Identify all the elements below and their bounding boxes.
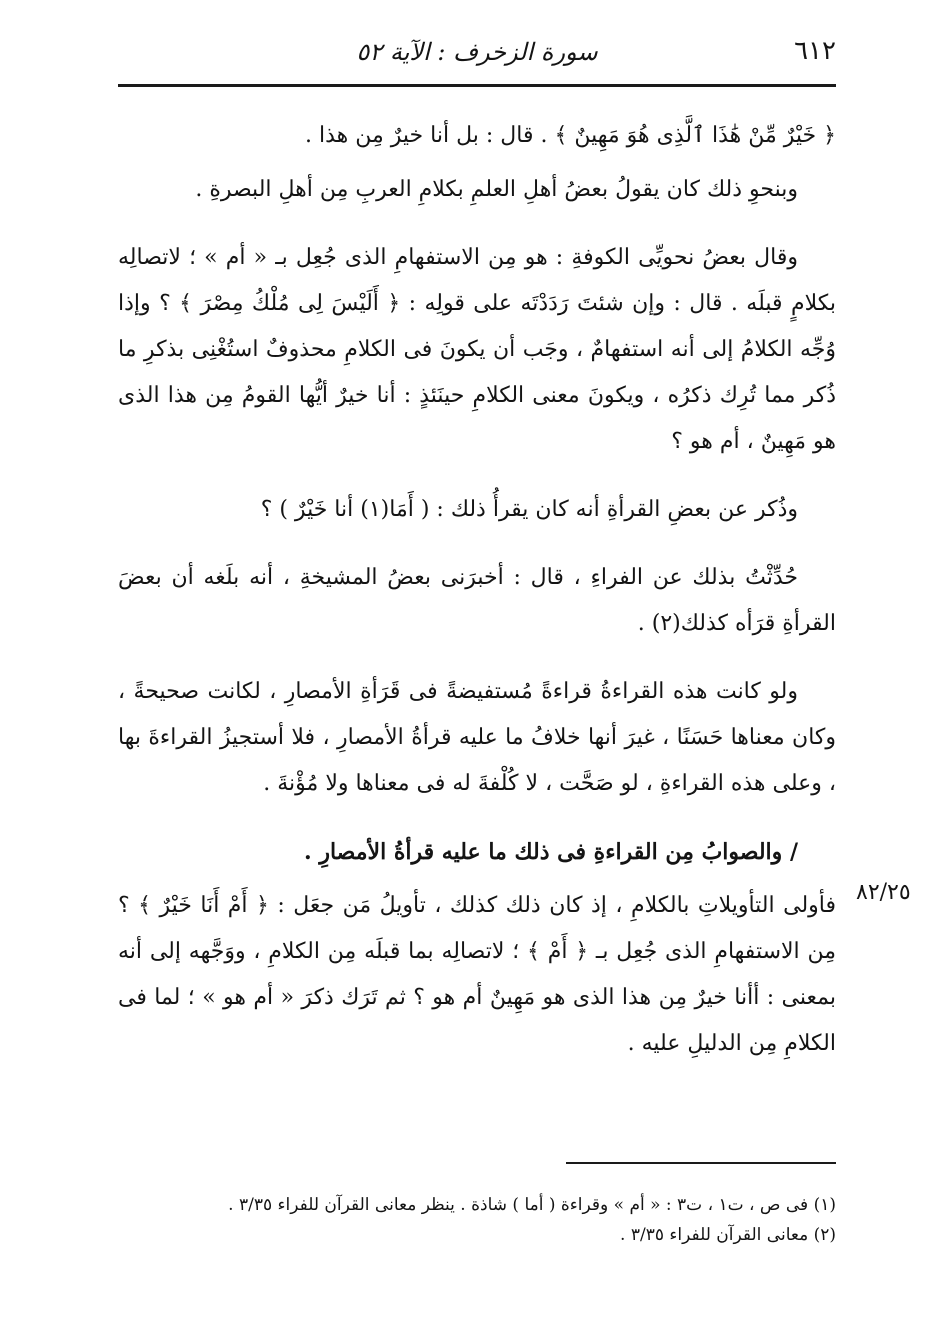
header-rule bbox=[118, 84, 836, 87]
footnote-rule bbox=[566, 1162, 836, 1164]
paragraph-1: ﴿ خَيْرٌ مِّنْ هَٰذَا ٱلَّذِى هُوَ مَهِينٌ ﴾ . قال : بل أنا خيرٌ مِن هذا . bbox=[305, 123, 836, 148]
running-header bbox=[118, 28, 836, 84]
paragraph-2: وبنحوِ ذلك كان يقولُ بعضُ أهلِ العلمِ بكلامِ العربِ مِن أهلِ البصرةِ . bbox=[195, 177, 798, 202]
margin-reference: ٨٢/٢٥ bbox=[856, 880, 911, 905]
paragraph-4: وذُكر عن بعضِ القرأةِ أنه كان يقرأُ ذلك : ( أَمَا(١) أنا خَيْرٌ ) ؟ bbox=[260, 497, 798, 522]
header-title: سورة الزخرف : الآية ٥٢ bbox=[356, 38, 598, 66]
paragraph-5: حُدِّثْتُ بذلك عن الفراءِ ، قال : أخبرَنى بعضُ المشيخةِ ، أنه بلَغه أن بعضَ القرأةِ قرَأه كذلك(٢) . bbox=[118, 565, 836, 636]
page-number: ٦١٢ bbox=[794, 36, 836, 66]
paragraph-8: فأولى التأويلاتِ بالكلامِ ، إذ كان ذلك كذلك ، تأويلُ مَن جعَل : ﴿ أَمْ أَنَا خَيْرٌ ﴾ ؟ مِن الاستفهامِ الذى جُعِل بـ ﴿ أَمْ ﴾ ؛ لاتصالِه بما قبلَه مِن الكلامِ ، ووَجَّهه إلى أنه بمعنى : أأنا خيرٌ مِن هذا الذى هو مَهِينٌ أم هو ؟ ثم تَرَك ذكرَ « أم هو » ؛ لما فى الكلامِ مِن الدليلِ عليه . bbox=[118, 893, 836, 1056]
paragraph-7: / والصوابُ مِن القراءةِ فى ذلك ما عليه قرأةُ الأمصارِ . bbox=[304, 839, 798, 865]
main-text bbox=[118, 113, 836, 1075]
footnotes bbox=[118, 1190, 836, 1250]
paragraph-6: ولو كانت هذه القراءةُ قراءةً مُستفيضةً فى قَرَأةِ الأمصارِ ، لكانت صحيحةً ، وكان معناها حَسَنًا ، غيرَ أنها خلافُ ما عليه قرأةُ الأمصارِ ، فلا أستجيزُ القراءةَ بها ، وعلى هذه القراءةِ ، لو صَحَّت ، لا كُلْفةَ له فى معناها ولا مُؤْنةَ . bbox=[118, 679, 836, 796]
paragraph-3: وقال بعضُ نحويِّى الكوفةِ : هو مِن الاستفهامِ الذى جُعِل بـ « أم » ؛ لاتصالِه بكلامٍ قبلَه . قال : وإن شئتَ رَدَدْتَه على قولِه : ﴿ أَلَيْسَ لِى مُلْكُ مِصْرَ ﴾ ؟ وإذا وُجِّه الكلامُ إلى أنه استفهامٌ ، وجَب أن يكونَ فى الكلامِ محذوفٌ استُغْنِى بذكرِ ما ذُكر مما تُرِك ذكرُه ، ويكونَ معنى الكلامِ حينَئذٍ : أنا خيرٌ أيُّها القومُ مِن هذا الذى هو مَهِينٌ ، أم هو ؟ bbox=[118, 245, 836, 454]
footnote-1: (١) فى ص ، ت١ ، ت٣ : « أم » وقراءة ( أما ) شاذة . ينظر معانى القرآن للفراء ٣/٣٥ . bbox=[228, 1195, 836, 1215]
footnote-2: (٢) معانى القرآن للفراء ٣/٣٥ . bbox=[620, 1225, 836, 1245]
